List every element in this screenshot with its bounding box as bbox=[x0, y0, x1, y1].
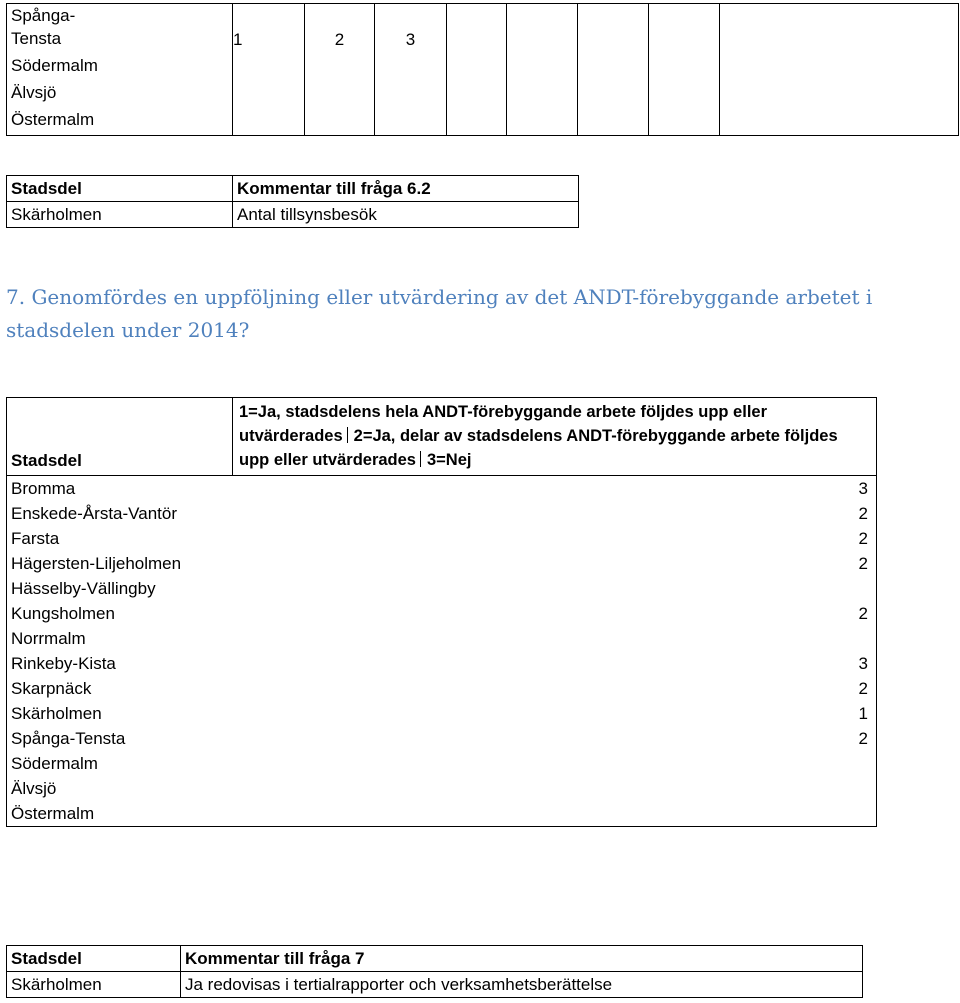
district-cell: Älvsjö bbox=[7, 81, 233, 108]
value-cell bbox=[507, 108, 578, 136]
value-cell bbox=[649, 54, 720, 81]
value-cell bbox=[447, 4, 507, 55]
value-cell bbox=[507, 54, 578, 81]
value-cell bbox=[720, 108, 959, 136]
comment-6-2-table bbox=[6, 175, 579, 228]
answer-value-cell: 2 bbox=[233, 676, 877, 701]
table-row bbox=[7, 576, 877, 601]
column-header-comment: Kommentar till fråga 6.2 bbox=[233, 176, 579, 202]
district-cell: Skärholmen bbox=[7, 701, 233, 726]
table-row bbox=[7, 551, 877, 576]
district-cell: Södermalm bbox=[7, 54, 233, 81]
legend-option-1: 1=Ja, stadsdelens hela ANDT-förebyggande arbete följdes upp eller utvärderades bbox=[239, 403, 767, 445]
column-header-comment: Kommentar till fråga 7 bbox=[181, 946, 863, 972]
value-cell: 3 bbox=[375, 4, 447, 55]
district-cell: Bromma bbox=[7, 476, 233, 502]
value-cell bbox=[649, 108, 720, 136]
table-row bbox=[7, 651, 877, 676]
district-cell: Hägersten-Liljeholmen bbox=[7, 551, 233, 576]
table-row bbox=[7, 676, 877, 701]
table-row bbox=[7, 701, 877, 726]
separator-bar bbox=[347, 427, 348, 443]
answer-value-cell bbox=[233, 801, 877, 827]
table-row bbox=[7, 972, 863, 998]
value-cell bbox=[649, 81, 720, 108]
value-cell bbox=[720, 54, 959, 81]
district-cell: Södermalm bbox=[7, 751, 233, 776]
top-partial-table bbox=[6, 3, 959, 136]
answer-value-cell: 2 bbox=[233, 726, 877, 751]
value-cell bbox=[375, 81, 447, 108]
answer-value-cell bbox=[233, 576, 877, 601]
table-row bbox=[7, 501, 877, 526]
table-row bbox=[7, 601, 877, 626]
column-header-district: Stadsdel bbox=[7, 946, 181, 972]
separator-bar bbox=[420, 451, 421, 467]
legend-option-2: 2=Ja, delar av stadsdelens ANDT-förebyggande arbete följdes upp eller utvärderades bbox=[239, 427, 838, 469]
comment-cell: Antal tillsynsbesök bbox=[233, 202, 579, 228]
value-cell bbox=[649, 4, 720, 55]
answer-value-cell bbox=[233, 751, 877, 776]
table-header-row bbox=[7, 176, 579, 202]
table-header-row bbox=[7, 398, 877, 476]
answer-value-cell: 3 bbox=[233, 651, 877, 676]
answer-value-cell: 2 bbox=[233, 501, 877, 526]
table-header-row bbox=[7, 946, 863, 972]
value-cell bbox=[578, 4, 649, 55]
value-cell bbox=[305, 81, 375, 108]
district-cell: Hässelby-Vällingby bbox=[7, 576, 233, 601]
table-row bbox=[7, 751, 877, 776]
value-cell bbox=[578, 81, 649, 108]
value-cell bbox=[578, 108, 649, 136]
value-cell bbox=[447, 81, 507, 108]
table-row bbox=[7, 626, 877, 651]
value-cell bbox=[305, 54, 375, 81]
answer-value-cell bbox=[233, 626, 877, 651]
table-row bbox=[7, 81, 959, 108]
value-cell: 1 bbox=[233, 4, 305, 55]
district-cell: Spånga- Tensta bbox=[7, 4, 233, 55]
district-cell: Skärholmen bbox=[7, 202, 233, 228]
value-cell bbox=[375, 54, 447, 81]
table-row bbox=[7, 4, 959, 55]
table-row bbox=[7, 776, 877, 801]
value-cell bbox=[233, 81, 305, 108]
value-cell bbox=[720, 81, 959, 108]
table-row bbox=[7, 202, 579, 228]
district-cell: Skarpnäck bbox=[7, 676, 233, 701]
answer-value-cell: 1 bbox=[233, 701, 877, 726]
district-cell: Östermalm bbox=[7, 801, 233, 827]
table-row bbox=[7, 476, 877, 502]
district-cell: Skärholmen bbox=[7, 972, 181, 998]
district-cell: Spånga-Tensta bbox=[7, 726, 233, 751]
district-cell: Enskede-Årsta-Vantör bbox=[7, 501, 233, 526]
answer-value-cell: 2 bbox=[233, 601, 877, 626]
district-cell: Älvsjö bbox=[7, 776, 233, 801]
question-7-heading: 7. Genomfördes en uppföljning eller utvärdering av det ANDT-förebyggande arbetet i stadsdelen under 2014? bbox=[6, 285, 873, 342]
answer-value-cell: 2 bbox=[233, 526, 877, 551]
district-cell: Norrmalm bbox=[7, 626, 233, 651]
column-header-district: Stadsdel bbox=[7, 398, 233, 476]
question-7-table bbox=[6, 397, 877, 827]
value-cell bbox=[233, 108, 305, 136]
answer-value-cell bbox=[233, 776, 877, 801]
table-row bbox=[7, 526, 877, 551]
value-cell bbox=[233, 54, 305, 81]
answer-value-cell: 2 bbox=[233, 551, 877, 576]
comment-7-table bbox=[6, 945, 863, 998]
value-cell: 2 bbox=[305, 4, 375, 55]
value-cell bbox=[507, 81, 578, 108]
value-cell bbox=[447, 54, 507, 81]
table-row bbox=[7, 108, 959, 136]
value-cell bbox=[375, 108, 447, 136]
column-header-district: Stadsdel bbox=[7, 176, 233, 202]
district-cell: Farsta bbox=[7, 526, 233, 551]
table-row bbox=[7, 801, 877, 827]
value-cell bbox=[305, 108, 375, 136]
value-cell bbox=[578, 54, 649, 81]
value-cell bbox=[507, 4, 578, 55]
comment-cell: Ja redovisas i tertialrapporter och verksamhetsberättelse bbox=[181, 972, 863, 998]
value-cell bbox=[720, 4, 959, 55]
table-row bbox=[7, 726, 877, 751]
legend-option-3: 3=Nej bbox=[426, 451, 472, 469]
district-cell: Rinkeby-Kista bbox=[7, 651, 233, 676]
district-cell: Östermalm bbox=[7, 108, 233, 136]
column-header-answer-legend bbox=[233, 398, 877, 476]
table-row bbox=[7, 54, 959, 81]
answer-value-cell: 3 bbox=[233, 476, 877, 502]
district-cell: Kungsholmen bbox=[7, 601, 233, 626]
value-cell bbox=[447, 108, 507, 136]
